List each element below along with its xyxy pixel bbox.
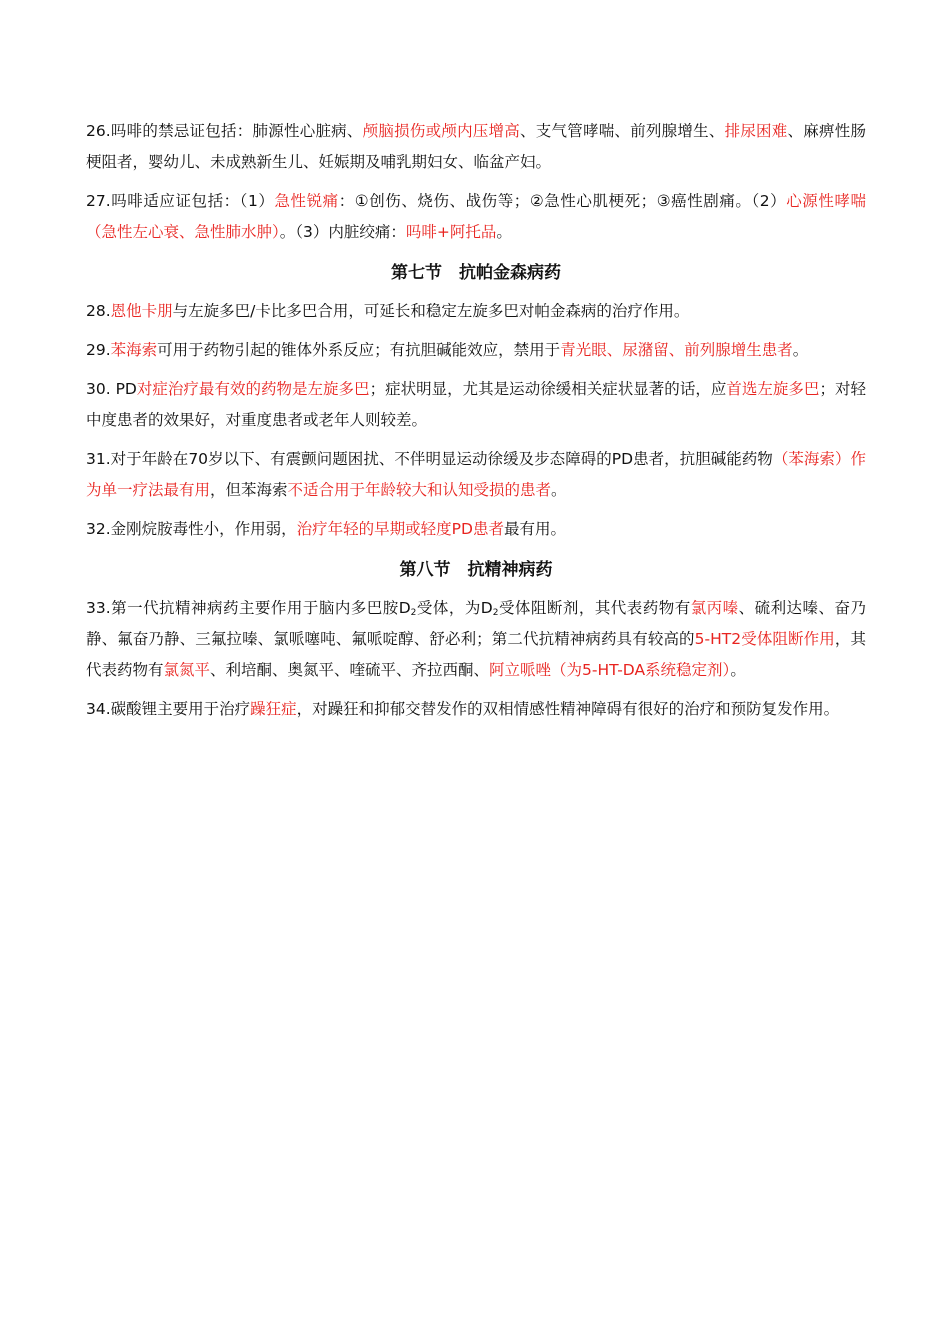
p29-text-3: 。 <box>792 341 809 359</box>
p33-highlight-3: 氯氮平 <box>163 661 211 679</box>
p28-text-2: 与左旋多巴/卡比多巴合用，可延长和稳定左旋多巴对帕金森病的治疗作用。 <box>172 302 690 320</box>
p31-highlight-1: （苯海索）作为单一疗法最有用 <box>86 450 866 499</box>
p30-text-3: ；对轻中度患者的效果好，对重度患者或老年人则较差。 <box>86 380 866 429</box>
p32-highlight-1: 治疗年轻的早期或轻度PD患者 <box>296 520 504 538</box>
p32-text-2: 最有用。 <box>503 520 566 538</box>
p33-text-7: 。 <box>730 661 746 679</box>
p27-text-2: ：①创伤、烧伤、战伤等；②急性心肌梗死；③癌性剧痛。（2） <box>338 192 787 210</box>
p30-text-2: ；症状明显，尤其是运动徐缓相关症状显著的话，应 <box>369 380 727 398</box>
p29-highlight-2: 青光眼、尿潴留、前列腺增生患者 <box>560 341 793 359</box>
p34-text-1: 34.碳酸锂主要用于治疗 <box>86 700 251 718</box>
p33-text-3: 受体阻断剂，其代表药物有 <box>498 599 691 617</box>
p26-highlight-2: 排尿困难 <box>724 122 788 140</box>
p27-text-1: 27.吗啡适应证包括：（1） <box>86 192 275 210</box>
p33-highlight-2: 5-HT2受体阻断作用 <box>694 630 835 648</box>
p33-text-5: ，其代表药物有 <box>86 630 866 679</box>
paragraph-32 <box>86 514 866 545</box>
p27-text-3: 。（3）内脏绞痛： <box>279 223 406 241</box>
p34-highlight-1: 躁狂症 <box>250 700 297 718</box>
section-heading-7: 第七节 抗帕金森病药 <box>391 263 561 283</box>
p31-text-1: 31.对于年龄在70岁以下、有震颤问题困扰、不伴明显运动徐缓及步态障碍的PD患者，抗胆碱能药物 <box>86 450 773 468</box>
p29-highlight-1: 苯海索 <box>110 341 158 359</box>
p26-text-2: 、支气管哮喘、前列腺增生、 <box>520 122 725 140</box>
paragraph-28 <box>86 296 866 327</box>
p33-text-6: 、利培酮、奥氮平、喹硫平、齐拉西酮、 <box>210 661 490 679</box>
p31-text-3: 。 <box>551 481 567 499</box>
paragraph-27 <box>86 186 866 248</box>
p29-text-1: 29. <box>86 341 111 359</box>
p26-text-1: 26.吗啡的禁忌证包括：肺源性心脏病、 <box>86 122 363 140</box>
p27-highlight-2: 心源性哮喘（急性左心衰、急性肺水肿） <box>86 192 866 241</box>
paragraph-31 <box>86 444 866 506</box>
paragraph-33 <box>86 593 866 686</box>
p30-text-1: 30. PD <box>86 380 137 398</box>
p30-highlight-1: 对症治疗最有效的药物是左旋多巴 <box>136 380 370 398</box>
paragraph-26 <box>86 116 866 178</box>
p34-text-2: ，对躁狂和抑郁交替发作的双相情感性精神障碍有很好的治疗和预防复发作用。 <box>296 700 840 718</box>
p27-text-4: 。 <box>496 223 512 241</box>
p33-highlight-1: 氯丙嗪 <box>690 599 739 617</box>
p32-text-1: 32.金刚烷胺毒性小，作用弱， <box>86 520 297 538</box>
p33-text-2: 受体，为D <box>416 599 493 617</box>
p33-subscript-1: 2 <box>410 608 417 618</box>
document-body <box>86 116 866 733</box>
p29-text-2: 可用于药物引起的锥体外系反应；有抗胆碱能效应，禁用于 <box>157 341 561 359</box>
paragraph-30 <box>86 374 866 436</box>
p33-text-4: 、硫利达嗪、奋乃静、氟奋乃静、三氟拉嗪、氯哌噻吨、氟哌啶醇、舒必利；第二代抗精神病药具有较高的 <box>86 599 866 648</box>
p26-highlight-1: 颅脑损伤或颅内压增高 <box>362 122 521 140</box>
paragraph-29 <box>86 335 866 366</box>
p28-highlight-1: 恩他卡朋 <box>110 302 173 320</box>
p31-text-2: ，但苯海索 <box>210 481 288 499</box>
paragraph-34 <box>86 694 866 725</box>
p31-highlight-2: 不适合用于年龄较大和认知受损的患者 <box>287 481 552 499</box>
p33-highlight-4: 阿立哌唑（为5-HT-DA系统稳定剂） <box>489 661 731 679</box>
p33-subscript-2: 2 <box>492 608 499 618</box>
p28-text-1: 28. <box>86 302 111 320</box>
p27-highlight-3: 吗啡+阿托品 <box>405 223 497 241</box>
p33-text-1: 33.第一代抗精神病药主要作用于脑内多巴胺D <box>86 599 411 617</box>
p30-highlight-2: 首选左旋多巴 <box>726 380 820 398</box>
p27-highlight-1: 急性锐痛 <box>274 192 339 210</box>
section-heading-8: 第八节 抗精神病药 <box>399 560 553 580</box>
p26-text-3: 、麻痹性肠梗阻者，婴幼儿、未成熟新生儿、妊娠期及哺乳期妇女、临盆产妇。 <box>86 122 866 171</box>
